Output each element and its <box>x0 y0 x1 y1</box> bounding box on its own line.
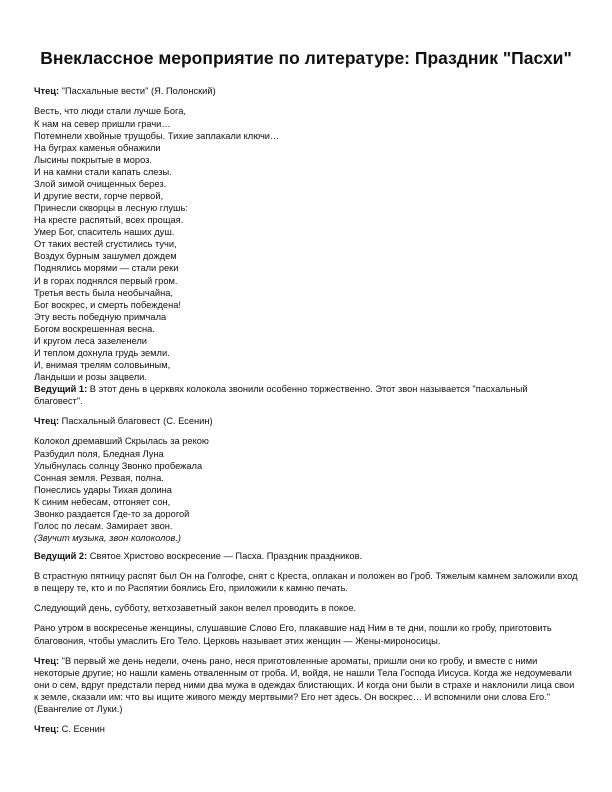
reader-quote: "В первый же день недели, очень рано, неся приготовленные ароматы, пришли они ко гробу, и вместе с ними некоторые другие; но нашли камень отваленным от гроба. И, войдя, не нашли Тела Господа Иисуса. Когда же недоумевали они о сем, вдруг предстали перед ними два мужа в одеждах блистающих. И когда они были в страхе и наклонили лица свои к земле, сказали им: что вы ищите живого между мертвыми? Его нет здесь. Он воскрес… И вспомнили они слова Его." (Евангелие от Луки.) <box>34 655 575 714</box>
last-reader-paragraph <box>34 723 578 735</box>
poem-line: Умер Бог, спаситель наших душ. <box>34 227 175 238</box>
poem-line: Воздух бурным зашумел дождем <box>34 251 177 262</box>
poem-line: На буграх каменья обнажили <box>34 142 161 153</box>
reader-label: Чтец: <box>34 416 60 427</box>
reader-label: Чтец: <box>34 86 60 97</box>
poem-line: Весть, что люди стали лучше Бога, <box>34 106 186 117</box>
poem-line: И другие вести, горче первой, <box>34 190 164 201</box>
poem-line: Поднялись морями — стали реки <box>34 263 179 274</box>
poem-line: Третья весть была необычайна, <box>34 287 174 298</box>
poem2-header <box>34 415 578 427</box>
poem-line: Голос по лесам. Замирает звон. <box>34 521 173 531</box>
poem-line: И на камни стали капать слезы. <box>34 166 172 177</box>
leader2-paragraph <box>34 550 578 562</box>
poem-line: Сонная земля. Резвая, полна. <box>34 472 164 483</box>
poem-line: Разбудил поля, Бледная Луна <box>34 448 164 459</box>
poem-line: И кругом леса зазеленели <box>34 335 147 346</box>
stage-direction: (Звучит музыка, звон колоколов.) <box>34 533 182 544</box>
poem-line: Богом воскрешенная весна. <box>34 323 155 334</box>
poem-line: Эту весть победную примчала <box>34 311 167 322</box>
poem1-header <box>34 85 578 97</box>
poem-line: Колокол дремавший Скрылась за рекою <box>34 436 209 447</box>
poem-line: От таких вестей сгустились тучи, <box>34 239 177 250</box>
body-paragraph: Следующий день, субботу, ветхозаветный закон велел проводить в покое. <box>34 603 357 614</box>
poem-line: На кресте распятый, всех прощая. <box>34 215 184 226</box>
leader2-label: Ведущий 2: <box>34 551 88 562</box>
document-page <box>34 48 578 743</box>
poem-line: Принесли скворцы в лесную глушь: <box>34 203 188 214</box>
poem-line: И теплом дохнула грудь земли. <box>34 347 170 358</box>
poem1-title: "Пасхальные вести" (Я. Полонский) <box>61 86 216 97</box>
poem2-title: Пасхальный благовест (С. Есенин) <box>61 416 213 427</box>
body-paragraph: В страстную пятницу распят был Он на Голгофе, снят с Креста, оплакан и положен во Гроб. Тяжелым камнем заложили вход в пещеру те, кто и по Распятии боялись Его, приложили к камню печать. <box>34 571 578 594</box>
poem-line: И, внимая трелям соловьиным, <box>34 360 171 371</box>
poem-line: Улыбнулась солнцу Звонко пробежала <box>34 460 203 471</box>
poem-line: Лысины покрытые в мороз. <box>34 154 153 165</box>
poem-line: И в горах поднялся первый гром. <box>34 275 178 286</box>
poem-line: Ландыши и розы зацвели. <box>34 372 147 383</box>
poem2-verse <box>34 435 578 544</box>
poem-line: Звонко раздается Где-то за дорогой <box>34 508 190 519</box>
poem-line: Понеслись удары Тихая долина <box>34 484 172 495</box>
leader2-text: Святое Христово воскресение — Пасха. Праздник праздников. <box>89 551 363 562</box>
poem-line: Бог воскрес, и смерть побеждена! <box>34 299 181 310</box>
poem-line: Злой зимой очищенных берез. <box>34 178 167 189</box>
page-title: Внеклассное мероприятие по литературе: Праздник "Пасхи" <box>40 48 572 68</box>
poem-line: Потемнели хвойные трущобы. Тихие заплакали ключи… <box>34 130 280 141</box>
reader-label: Чтец: <box>34 655 60 666</box>
reader-quote-paragraph <box>34 655 578 715</box>
leader1-text: В этот день в церквях колокола звонили особенно торжественно. Этот звон называется "пасхальный благовест". <box>34 384 528 407</box>
poem-line: К нам на север пришли грачи… <box>34 118 171 129</box>
leader1-paragraph <box>34 383 578 407</box>
reader-label: Чтец: <box>34 724 60 735</box>
poem-line: К синим небесам, отгоняет сон, <box>34 496 171 507</box>
poem1-verse <box>34 105 578 383</box>
last-reader-text: С. Есенин <box>61 724 105 735</box>
leader1-label: Ведущий 1: <box>34 384 88 395</box>
body-paragraph: Рано утром в воскресенье женщины, слушавшие Слово Его, плакавшие над Ним в те дни, пошли ко гробу, приготовить благовония, чтобы умаслить Его Тело. Церковь называет этих женщин — Жены-мироносицы. <box>34 623 552 646</box>
